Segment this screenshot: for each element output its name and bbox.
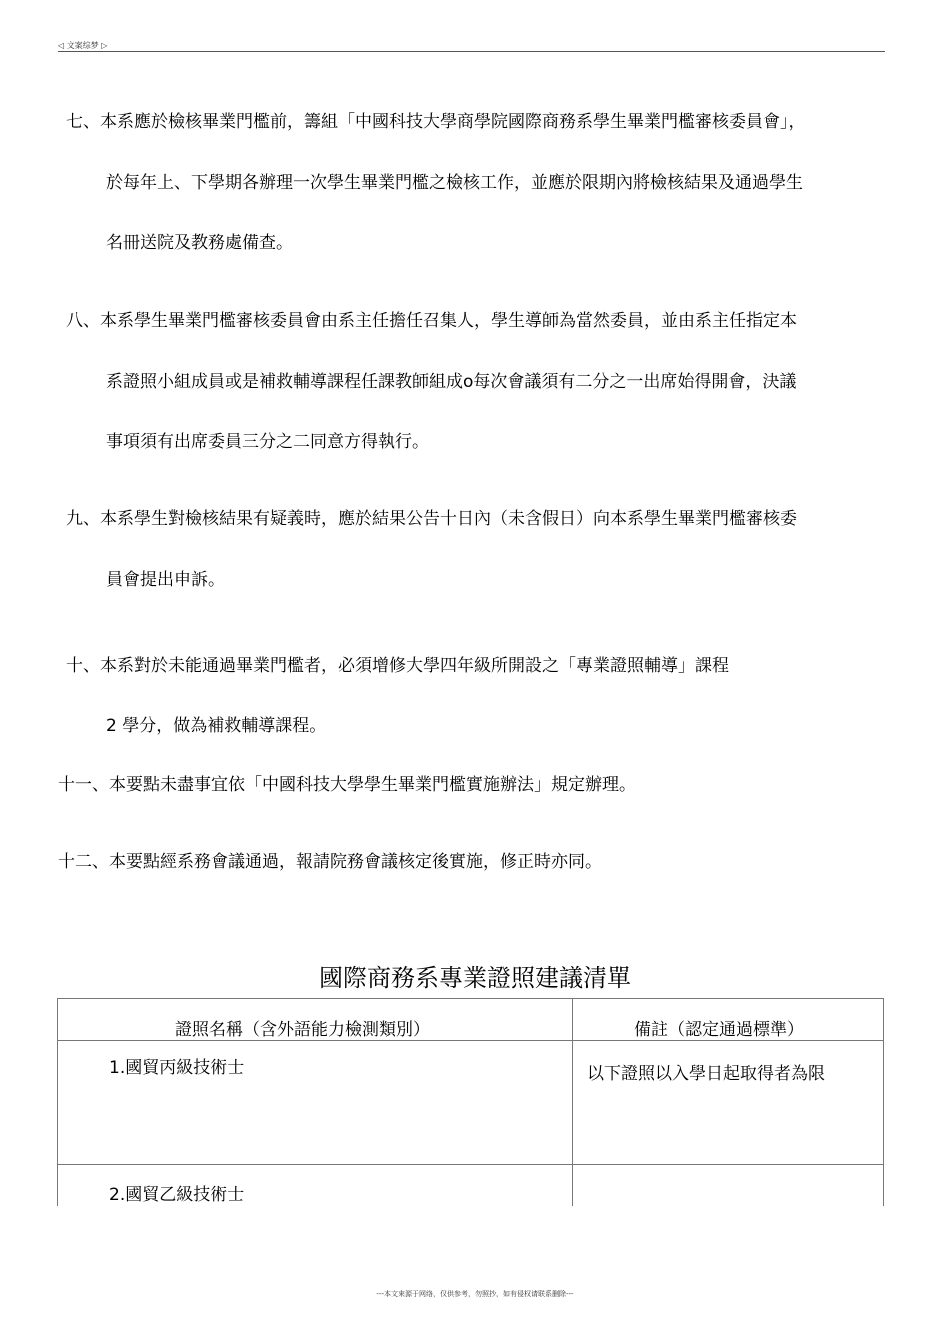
table-row-divider [57,1164,884,1165]
item-7-line-3: 名冊送院及教務處備查。 [106,233,293,253]
item-9-line-1: 九、本系學生對檢核結果有疑義時，應於結果公告十日內（未含假日）向本系學生畢業門檻審核委 [66,509,797,529]
item-9-line-2: 員會提出申訴。 [106,570,225,590]
page-header: ◁ 文案综梦 ▷ [58,41,108,50]
item-7-line-2: 於每年上、下學期各辦理一次學生畢業門檻之檢核工作，並應於限期內將檢核結果及通過學生 [106,173,803,193]
item-8-line-1: 八、本系學生畢業門檻審核委員會由系主任擔任召集人，學生導師為當然委員，並由系主任指定本 [66,311,797,331]
item-11-line-1: 十一、本要點未盡事宜依「中國科技大學學生畢業門檻實施辦法」規定辦理。 [58,775,636,795]
header-rule [58,51,885,52]
table-header-name: 證照名稱（含外語能力檢測類別） [175,1020,430,1040]
item-10-line-1: 十、本系對於未能通過畢業門檻者，必須增修大學四年級所開設之「專業證照輔導」課程 [66,656,729,676]
table-title: 國際商務系專業證照建議清單 [319,964,631,992]
page-footer: ---本文來源于网络，仅供参考，勿照抄，如有侵权请联系删除--- [376,1290,574,1298]
table-right-border [883,998,884,1206]
item-8-line-3: 事項須有出席委員三分之二同意方得執行。 [106,432,429,452]
table-left-border [57,998,58,1206]
table-column-divider [572,998,573,1206]
table-row-1-note: 以下證照以入學日起取得者為限 [587,1064,825,1084]
table-row-2-name: 2.國貿乙級技術士 [109,1185,245,1205]
table-header-divider [57,1040,884,1041]
table-row-1-name: 1.國貿丙級技術士 [109,1058,245,1078]
table-header-note: 備註（認定通過標準） [634,1020,804,1040]
item-12-line-1: 十二、本要點經系務會議通過，報請院務會議核定後實施，修正時亦同。 [58,852,602,872]
item-7-line-1: 七、本系應於檢核畢業門檻前，籌組「中國科技大學商學院國際商務系學生畢業門檻審核委員會」， [66,112,806,132]
item-8-line-2: 系證照小組成員或是補救輔導課程任課教師組成ο每次會議須有二分之一出席始得開會，決議 [106,372,797,392]
item-10-line-2: 2 學分，做為補救輔導課程。 [106,716,327,736]
table-top-border [57,998,884,999]
certificate-table [57,998,884,1206]
